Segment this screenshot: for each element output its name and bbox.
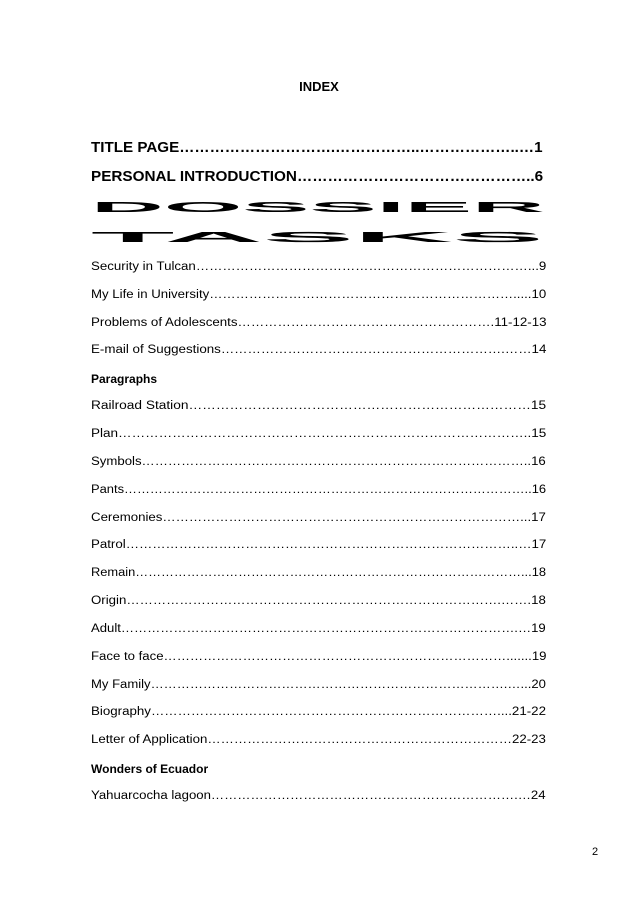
toc-entry: Railroad Station…………………………………………………………………15 xyxy=(91,400,547,412)
toc-entry: My Life in University…………………………………………………………….....10 xyxy=(91,289,547,301)
toc-entry: Adult……………………………………………………………………………….…19 xyxy=(91,623,546,635)
toc-entry: TITLE PAGE………………………….……………..………………..…1 xyxy=(91,140,543,156)
toc-entry: Face to face…………………………………………………………………….......19 xyxy=(91,651,547,663)
toc-entry: PERSONAL INTRODUCTION………………………………………..6 xyxy=(91,169,544,185)
toc-entry: Letter of Application……………………………………………………………22-23 xyxy=(91,734,546,746)
toc-entry: Pants…………………………………………………………………………………..16 xyxy=(91,484,547,496)
index-title: INDEX xyxy=(299,79,339,94)
section-heading: DOSSIER xyxy=(91,200,545,216)
toc-entry: Remain………………………………………………………………………………...18 xyxy=(91,567,547,579)
toc-entry: Yahuarcocha lagoon…………………………………………………………….…24 xyxy=(91,790,546,802)
toc-entry: Problems of Adolescents………………………………………………….11-12-13 xyxy=(91,317,547,329)
section-heading: TASKS xyxy=(91,230,544,246)
section-heading: Wonders of Ecuador xyxy=(91,762,209,776)
toc-entry: Biography……………………………………………………………………....21-22 xyxy=(91,706,546,718)
toc-entry: E-mail of Suggestions……………………………………………………….……14 xyxy=(91,344,547,356)
page-number: 2 xyxy=(592,846,599,858)
toc-entry: Security in Tulcan…………………………………………………………………...9 xyxy=(91,261,547,273)
toc-entry: Patrol……………………………………………………………………………..…17 xyxy=(91,539,547,551)
toc-entry: My Family……………………………………………………………………….…...20 xyxy=(91,679,546,691)
toc-entry: Plan………………………………………………………………………………..15 xyxy=(91,428,547,440)
section-heading: Paragraphs xyxy=(91,372,158,386)
toc-entry: Symbols……………………………………………………………………………..16 xyxy=(91,456,546,468)
toc-entry: Origin………………………………………………………………………….…….18 xyxy=(91,595,546,607)
toc-entry: Ceremonies………………………………………………………………………...17 xyxy=(91,512,546,524)
